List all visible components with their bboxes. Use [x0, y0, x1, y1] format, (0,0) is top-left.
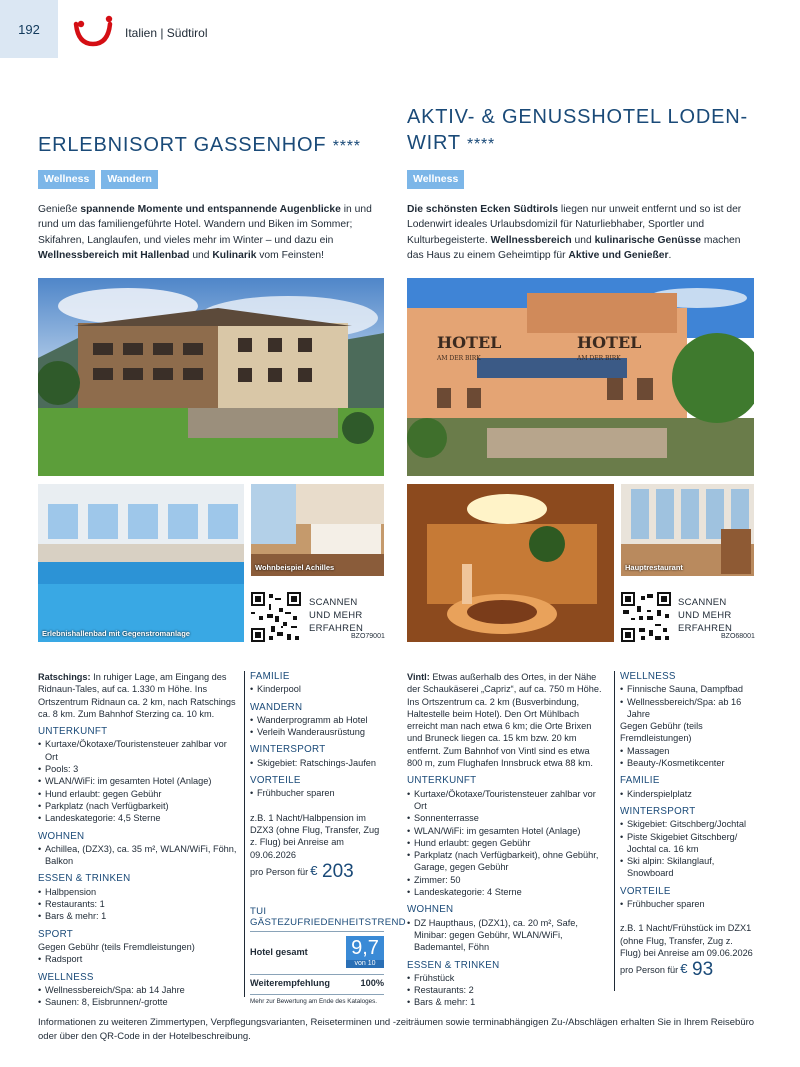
- intro-fragment: Wellnessbereich mit Hallenbad: [38, 249, 190, 261]
- section-heading: WELLNESS: [38, 971, 94, 983]
- feature-item: • Landeskategorie: 4,5 Sterne: [38, 812, 238, 824]
- hotel-details-left: [38, 671, 238, 1008]
- section-heading: WELLNESS: [620, 671, 676, 682]
- price-block: pro Person für € 203: [250, 860, 354, 882]
- intro-fragment: liegen nur unweit entfernt und so ist der Lodenwirt ideales Urlaubsdomizil für Naturliebhaber, Sportler und Kulturbegeisterte.: [407, 204, 742, 246]
- hotel-intro: [407, 202, 757, 263]
- tag-wellness[interactable]: Wellness: [407, 170, 464, 189]
- column-divider: [614, 671, 615, 991]
- tag-wandern[interactable]: Wandern: [101, 170, 158, 189]
- rating-note: Mehr zur Bewertung am Ende des Kataloges.: [250, 994, 384, 1005]
- feature-item: • Finnische Sauna, Dampfbad: [620, 683, 756, 695]
- feature-list: [250, 787, 384, 799]
- qr-code-icon[interactable]: [251, 592, 301, 642]
- room-photo: [251, 484, 384, 576]
- offer-text: z.B. 1 Nacht/Frühstück im DZX1 (ohne Flug, Transfer, Zug z. Flug) bei Anreise am 09.06.2026: [620, 923, 753, 958]
- location-text: Ratschings: In ruhiger Lage, am Eingang des Ridnaun-Tales, auf ca. 1.330 m Höhe. Ins Ortszentrum Ridnaun ca. 2 km, nach Ratschings ca. 8 km. Zum Bahnhof Sterzing ca. 10 km.: [38, 672, 236, 719]
- star-rating: ****: [332, 138, 361, 155]
- tag-list: [407, 170, 464, 189]
- star-rating: ****: [466, 136, 496, 153]
- qr-call-to-action: SCANNEN UND MEHR ERFAHREN: [678, 597, 733, 634]
- section-heading: FAMILIE: [250, 671, 290, 682]
- section-note: Gegen Gebühr (teils Fremdleistungen): [38, 941, 195, 952]
- section-heading: VORTEILE: [250, 775, 301, 787]
- feature-item: • Skigebiet: Ratschings-Jaufen: [250, 757, 384, 769]
- qr-code-icon[interactable]: [621, 592, 671, 642]
- footer-note: Informationen zu weiteren Zimmertypen, Verpflegungsvarianten, Reiseterminen und -zeiträumen sowie terminabhängigen Zu-/Abschlägen erhalten Sie in Ihrem Reisebüro oder über den QR-Code in der Hotelbeschreibung.: [38, 1017, 755, 1042]
- intro-fragment: in und rund um das familiengeführte Hotel. Wandern und Biken im Sommer; Skifahren, Langlaufen, und vieles mehr im Winter – und dazu ein: [38, 204, 372, 246]
- intro-fragment: Aktive und Genießer: [568, 249, 669, 261]
- section-heading: ESSEN & TRINKEN: [407, 959, 500, 971]
- location-text: Vintl: Etwas außerhalb des Ortes, in der Nähe der Schaukäserei „Capriz“, auf ca. 750 m Höhe. Ins Ortszentrum ca. 2 km (Busverbindung, Haltestelle beim Hotel). Den Ort Mühlbach erreicht man nach etwa 6 km; die Orte Brixen und Bruneck liegen ca. 15 km bzw. 20 km entfernt. Zum Bahnhof von Vintl sind es etwa 800 m, zum Flughafen Innsbruck etwa 88 km.: [407, 672, 602, 769]
- feature-item: • Wellnessbereich/Spa: ab 14 Jahre: [38, 984, 238, 996]
- feature-item: • Beauty-/Kosmetikcenter: [620, 757, 756, 769]
- feature-list: [250, 683, 384, 695]
- booking-code: BZO79001: [351, 633, 385, 640]
- feature-list: [250, 757, 384, 769]
- feature-item: • Sonnenterrasse: [407, 812, 607, 824]
- price-value: 93: [692, 959, 714, 981]
- feature-item: • Restaurants: 2: [407, 984, 607, 996]
- offer-text: z.B. 1 Nacht/Halbpension im DZX3 (ohne Flug, Transfer, Zug z. Flug) bei Anreise am 09.06.2026: [250, 812, 380, 860]
- intro-fragment: vom Feinsten!: [256, 249, 324, 261]
- feature-item: • Frühbucher sparen: [620, 898, 756, 910]
- feature-list: [620, 683, 756, 720]
- restaurant-photo: [621, 484, 754, 576]
- guest-rating-box: [250, 906, 406, 1005]
- feature-item: • Bars & mehr: 1: [38, 910, 238, 922]
- section-heading: WINTERSPORT: [250, 744, 326, 756]
- feature-list: [38, 886, 238, 923]
- intro-fragment: und: [189, 249, 213, 261]
- svg-text:HOTEL: HOTEL: [577, 333, 642, 352]
- tag-wellness[interactable]: Wellness: [38, 170, 95, 189]
- intro-fragment: spannende Momente und entspannende Augenblicke: [80, 204, 341, 215]
- feature-item: • Verleih Wanderausrüstung: [250, 726, 384, 738]
- feature-item: • Hund erlaubt: gegen Gebühr: [407, 837, 607, 849]
- feature-item: • Restaurants: 1: [38, 898, 238, 910]
- feature-item: • Halbpension: [38, 886, 238, 898]
- intro-fragment: machen das Haus zu einem Geheimtipp für: [407, 234, 741, 261]
- feature-item: • WLAN/WiFi: im gesamten Hotel (Anlage): [38, 775, 238, 787]
- pool-photo: [38, 484, 244, 642]
- feature-item: • Landeskategorie: 4 Sterne: [407, 886, 607, 898]
- intro-fragment: Kulinarik: [212, 249, 257, 261]
- hotel-title-gassenhof: ERLEBNISORT GASSENHOF ****: [38, 134, 361, 156]
- section-heading: WOHNEN: [38, 830, 85, 842]
- section-heading: WOHNEN: [407, 904, 454, 916]
- feature-item: • Pools: 3: [38, 763, 238, 775]
- rating-score-badge: 9,7 von 10: [346, 936, 384, 968]
- section-heading: UNTERKUNFT: [38, 726, 108, 738]
- svg-text:AM DER BIRK: AM DER BIRK: [577, 355, 621, 362]
- hotel-photo-main: [407, 278, 754, 476]
- feature-item: • Ski alpin: Skilanglauf, Snowboard: [620, 855, 756, 880]
- breadcrumb: Italien | Südtirol: [125, 26, 208, 40]
- tag-list: [38, 170, 158, 189]
- hotel-sign-text: HOTEL: [437, 333, 502, 352]
- feature-item: • Kinderspielplatz: [620, 788, 756, 800]
- feature-list: [250, 714, 384, 739]
- feature-list: [620, 745, 756, 770]
- feature-item: • Frühbucher sparen: [250, 787, 384, 799]
- rating-label: Hotel gesamt: [250, 947, 308, 957]
- feature-item: • DZ Haupthaus, (DZX1), ca. 20 m², Safe, Minibar: gegen Gebühr, WLAN/WiFi, Bademantel, Föhn: [407, 917, 607, 954]
- feature-item: • Piste Skigebiet Gitschberg/ Jochtal ca. 16 km: [620, 831, 756, 856]
- spa-photo: [407, 484, 614, 642]
- qr-call-to-action: SCANNEN UND MEHR ERFAHREN: [309, 597, 364, 634]
- feature-list: [620, 818, 756, 879]
- feature-item: • Radsport: [38, 953, 238, 965]
- booking-code: BZO68001: [721, 633, 755, 640]
- svg-text:AM DER BIRK: AM DER BIRK: [437, 355, 481, 362]
- feature-item: • Massagen: [620, 745, 756, 757]
- feature-list: [620, 898, 756, 910]
- recommend-value: 100%: [360, 978, 384, 988]
- hotel-intro: [38, 202, 384, 263]
- price-block: pro Person für € 93: [620, 959, 714, 981]
- intro-fragment: Genieße: [38, 204, 81, 215]
- section-heading: ESSEN & TRINKEN: [38, 873, 131, 885]
- feature-list: [38, 984, 238, 1009]
- photo-caption-room: Wohnbeispiel Achilles: [255, 563, 335, 572]
- recommend-label: Weiterempfehlung: [250, 978, 330, 988]
- section-heading: SPORT: [38, 928, 74, 940]
- column-divider: [244, 671, 245, 997]
- hotel-title-lodenwirt: AKTIV- & GENUSSHOTEL LODEN- WIRT ****: [407, 106, 748, 154]
- hotel-details-right: [407, 671, 607, 1009]
- feature-list: [38, 953, 238, 965]
- feature-item: • Zimmer: 50: [407, 874, 607, 886]
- feature-item: • Kurtaxe/Ökotaxe/Touristensteuer zahlbar vor Ort: [407, 788, 607, 813]
- page-number: 192: [0, 0, 58, 58]
- photo-caption-pool: Erlebnishallenbad mit Gegenstromanlage: [42, 629, 190, 638]
- feature-item: • Parkplatz (nach Verfügbarkeit): [38, 800, 238, 812]
- feature-item: • Achillea, (DZX3), ca. 35 m², WLAN/WiFi, Föhn, Balkon: [38, 843, 238, 868]
- section-heading: VORTEILE: [620, 885, 671, 897]
- section-note: Gegen Gebühr (teils Fremdleistungen): [620, 721, 703, 744]
- feature-item: • WLAN/WiFi: im gesamten Hotel (Anlage): [407, 825, 607, 837]
- hotel-details-left-2: [250, 671, 384, 882]
- intro-fragment: Wellnessbereich: [490, 234, 572, 246]
- section-heading: FAMILIE: [620, 775, 660, 787]
- feature-item: • Wanderprogramm ab Hotel: [250, 714, 384, 726]
- intro-fragment: und: [571, 234, 595, 246]
- intro-fragment: Die schönsten Ecken Südtirols: [407, 204, 559, 215]
- intro-fragment: .: [668, 249, 672, 261]
- price-value: 203: [322, 860, 354, 882]
- feature-item: • Kurtaxe/Ökotaxe/Touristensteuer zahlbar vor Ort: [38, 738, 238, 763]
- section-heading: WINTERSPORT: [620, 805, 696, 817]
- feature-list: [407, 917, 607, 954]
- feature-item: • Parkplatz (nach Verfügbarkeit), ohne Gebühr, Garage, gegen Gebühr: [407, 849, 607, 874]
- hotel-photo-main: [38, 278, 384, 476]
- feature-item: • Bars & mehr: 1: [407, 996, 607, 1008]
- hotel-details-right-2: [620, 671, 756, 981]
- feature-item: • Wellnessbereich/Spa: ab 16 Jahre: [620, 696, 756, 721]
- feature-item: • Hund erlaubt: gegen Gebühr: [38, 788, 238, 800]
- section-heading: UNTERKUNFT: [407, 775, 477, 787]
- feature-item: • Frühstück: [407, 972, 607, 984]
- rating-title: TUI GÄSTEZUFRIEDENHEITSTREND: [250, 906, 384, 932]
- feature-list: [407, 972, 607, 1009]
- intro-fragment: kulinarische Genüsse: [594, 234, 702, 246]
- section-heading: WANDERN: [250, 701, 303, 713]
- feature-list: [620, 788, 756, 800]
- feature-list: [407, 788, 607, 899]
- feature-list: [38, 843, 238, 868]
- feature-item: • Kinderpool: [250, 683, 384, 695]
- feature-list: [38, 738, 238, 824]
- feature-item: • Skigebiet: Gitschberg/Jochtal: [620, 818, 756, 830]
- tui-logo-icon: [72, 14, 114, 48]
- feature-item: • Saunen: 8, Eisbrunnen/-grotte: [38, 996, 238, 1008]
- photo-caption-restaurant: Hauptrestaurant: [625, 563, 683, 572]
